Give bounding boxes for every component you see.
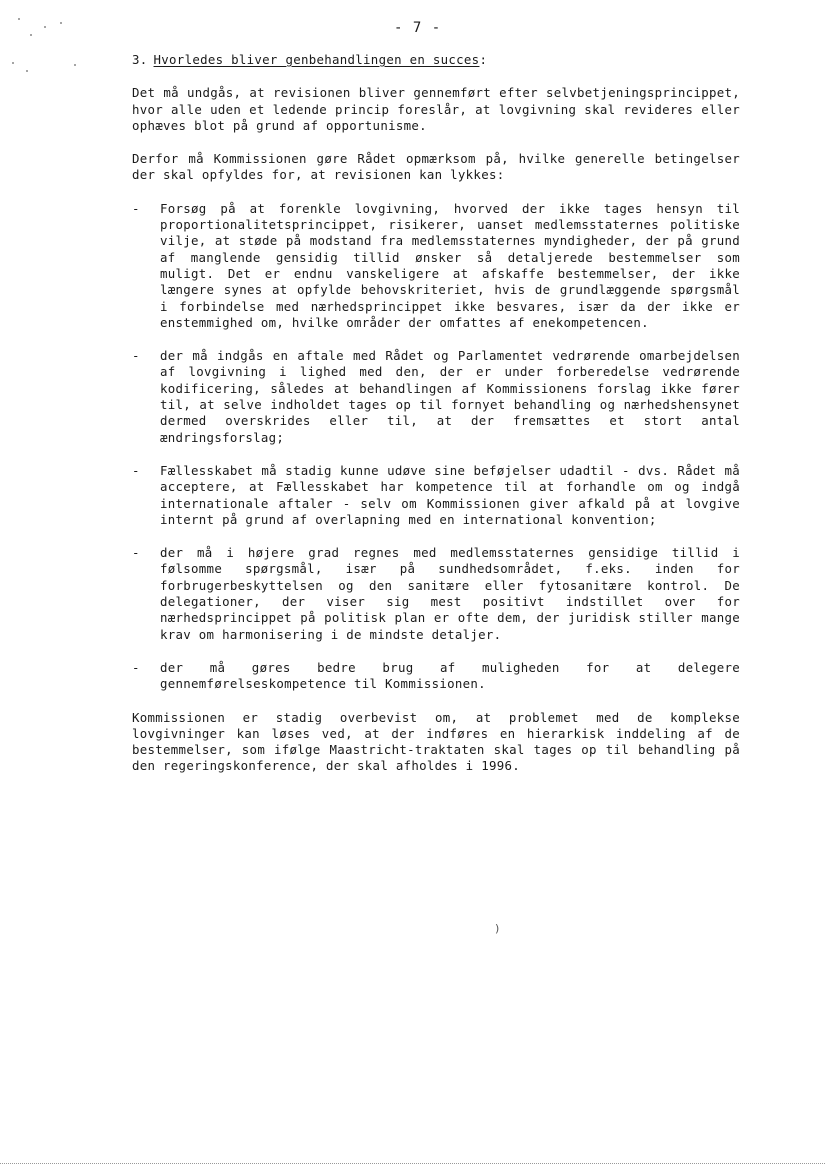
page-bottom-edge [0, 1163, 825, 1164]
section-title-suffix: : [479, 52, 488, 67]
list-item-text: der må indgås en aftale med Rådet og Parlamentet vedrørende omarbejdelsen af lovgivning i lighed med den, der er under forberedelse vedrørende kodificering, således at behandlingen af Kommissionens forslag ikke fører til, at selve indholdet tages op til fornyet behandling og nærhedshensynet dermed overskrides eller til, at der fremsættes et stort antal ændringsforslag; [160, 348, 740, 445]
list-item-text: der må gøres bedre brug af muligheden for at delegere gennemførelseskompetence til Kommissionen. [160, 659, 740, 692]
document-body [132, 52, 740, 792]
list-item [132, 348, 740, 446]
section-heading [132, 52, 740, 68]
list-bullet: - [132, 462, 140, 478]
scan-speck [74, 64, 76, 66]
scan-speck [60, 22, 62, 24]
paragraph-conditions: Derfor må Kommissionen gøre Rådet opmærksom på, hvilke generelle betingelser der skal opfyldes for, at revisionen kan lykkes: [132, 151, 740, 183]
scan-speck [18, 18, 20, 20]
list-item [132, 660, 740, 693]
paragraph-intro: Det må undgås, at revisionen bliver gennemført efter selvbetjeningsprincippet, hvor alle uden et ledende princip foreslår, at lovgivning skal revideres eller ophæves blot på grund af opportunisme. [132, 85, 740, 133]
list-bullet: - [132, 348, 140, 364]
list-item-text: Forsøg på at forenkle lovgivning, hvorved der ikke tages hensyn til proportionalitetsprincippet, risikerer, uanset medlemsstaternes politiske vilje, at støde på modstand fra medlemsstaternes myndigheder, der på grund af manglende gensidig tillid ønsker så detaljerede bestemmelser som muligt. Det er endnu vanskeligere at afskaffe bestemmelser, der ikke længere synes at opfylde behovskriteriet, hvis de grundlæggende spørgsmål i forbindelse med nærhedsprincippet ikke besvares, især da der ikke er enstemmighed om, hvilke områder der omfattes af enekompetencen. [160, 200, 740, 330]
conditions-list [132, 201, 740, 693]
list-bullet: - [132, 659, 140, 675]
scan-speck [44, 26, 46, 28]
list-item [132, 463, 740, 528]
list-bullet: - [132, 200, 140, 216]
list-item [132, 545, 740, 643]
page-number: - 7 - [394, 20, 442, 36]
scan-speck [12, 62, 14, 64]
list-item [132, 201, 740, 331]
section-number: 3. [132, 52, 148, 67]
paragraph-conclusion: Kommissionen er stadig overbevist om, at problemet med de komplekse lovgivninger kan løses ved, at der indføres en hierarkisk inddeling af de bestemmelser, som ifølge Maastricht-traktaten skal tages op til behandling på den regeringskonference, der skal afholdes i 1996. [132, 709, 740, 774]
scan-speck [30, 34, 32, 36]
list-item-text: Fællesskabet må stadig kunne udøve sine beføjelser udadtil - dvs. Rådet må acceptere, at Fællesskabet har kompetence til at forhandle om og indgå internationale aftaler - selv om Kommissionen giver afkald på at lovgive internt på grund af overlapning med en international konvention; [160, 462, 740, 527]
scan-mark: ) [494, 922, 501, 935]
section-title: Hvorledes bliver genbehandlingen en succes [153, 52, 480, 67]
list-bullet: - [132, 545, 140, 561]
list-item-text: der må i højere grad regnes med medlemsstaternes gensidige tillid i følsomme spørgsmål, især på sundhedsområdet, f.eks. inden for forbrugerbeskyttelsen og den sanitære eller fytosanitære kontrol. De delegationer, der viser sig mest positivt indstillet over for nærhedsprincippet på politisk plan er ofte dem, der juridisk stiller mange krav om harmonisering i de mindste detaljer. [160, 545, 740, 642]
scan-speck [26, 70, 28, 72]
